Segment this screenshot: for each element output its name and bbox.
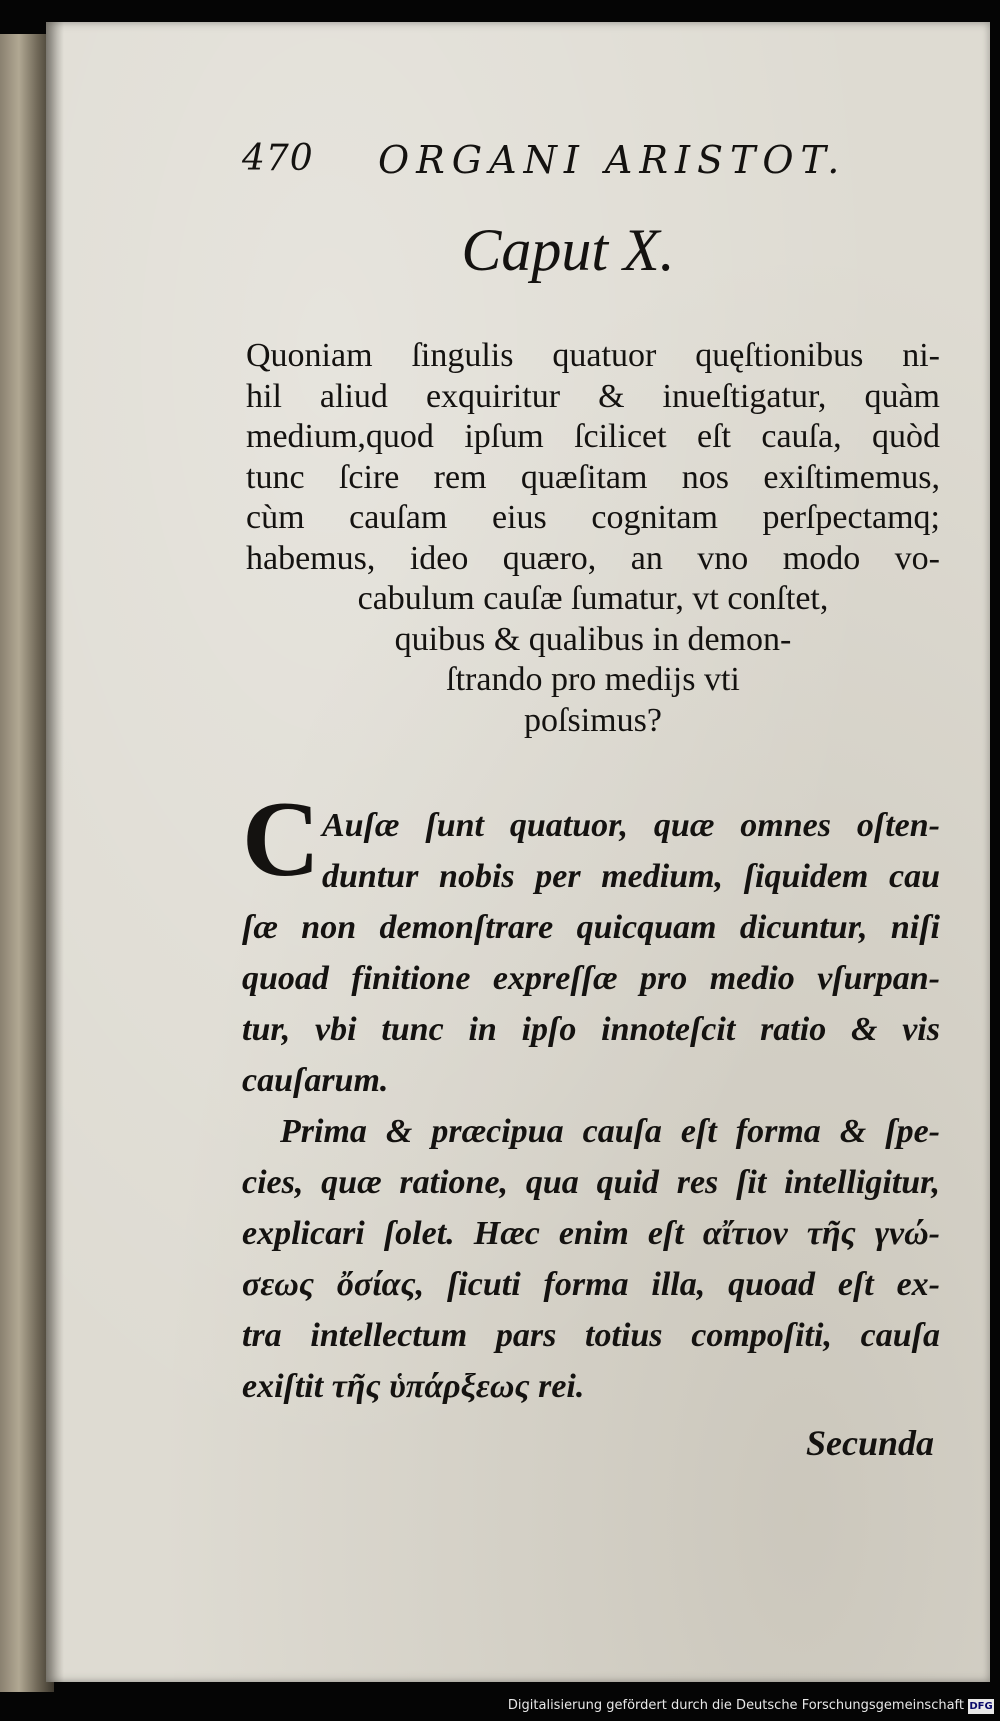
body-line: duntur nobis per medium, ſiquidem cau xyxy=(322,858,940,895)
summary-line: cabulum cauſæ ſumatur, vt conſtet, xyxy=(357,580,829,617)
body-line: exiſtit τῆς ὑπάρξεως rei. xyxy=(242,1368,585,1405)
page-number: 470 xyxy=(242,138,314,179)
body-line: Auſæ ſunt quatuor, quæ omnes oſten- xyxy=(322,807,940,844)
summary-line: hil aliud exquiritur & inueſtigatur, quàm xyxy=(246,377,940,415)
summary-line: ſtrando pro medijs vti xyxy=(446,661,740,698)
running-head-title: ORGANI ARISTOT. xyxy=(378,138,847,182)
body-line: tra intellectum pars totius compoſiti, cauſa xyxy=(242,1317,940,1354)
summary-line: Quoniam ſingulis quatuor quęſtionibus ni- xyxy=(246,337,940,374)
chapter-title: Caput X. xyxy=(461,217,675,283)
body-line: cies, quæ ratione, qua quid res ſit intelligitur, xyxy=(242,1164,940,1201)
drop-cap: C xyxy=(242,780,320,899)
body-line: Prima & præcipua cauſa eſt forma & ſpe- xyxy=(280,1113,940,1150)
summary-line: habemus, ideo quæro, an vno modo vo- xyxy=(246,539,940,577)
body-line: ſæ non demonſtrare quicquam dicuntur, niſi xyxy=(242,909,940,946)
body-line: tur, vbi tunc in ipſo innoteſcit ratio & vis xyxy=(242,1011,940,1048)
summary-line: quibus & qualibus in demon- xyxy=(394,620,792,658)
chapter-summary xyxy=(246,336,940,741)
summary-line: poſsimus? xyxy=(524,701,662,739)
catchword: Secunda xyxy=(805,1423,934,1463)
summary-line: tunc ſcire rem quæſitam nos exiſtimemus, xyxy=(246,458,940,496)
summary-line: medium,quod ipſum ſcilicet eſt cauſa, quòd xyxy=(246,418,940,455)
summary-line: cùm cauſam eius cognitam perſpectamq; xyxy=(246,499,940,536)
dfg-logo-icon: DFG xyxy=(969,1701,993,1712)
running-head xyxy=(198,138,938,182)
body-text xyxy=(242,800,940,1412)
body-line: σεως ὄσίας, ſicuti forma illa, quoad eſt ex- xyxy=(242,1266,940,1303)
footer-credit xyxy=(0,1695,1000,1721)
footer-credit-text: Digitalisierung gefördert durch die Deutsche Forschungsgemeinschaft xyxy=(507,1698,964,1713)
body-line: cauſarum. xyxy=(242,1062,389,1099)
body-line: quoad finitione expreſſæ pro medio vſurpan- xyxy=(242,960,940,997)
page-gutter-shadow xyxy=(46,22,64,1682)
body-line: explicari ſolet. Hæc enim eſt αἴτιον τῆς γνώ- xyxy=(242,1215,940,1252)
